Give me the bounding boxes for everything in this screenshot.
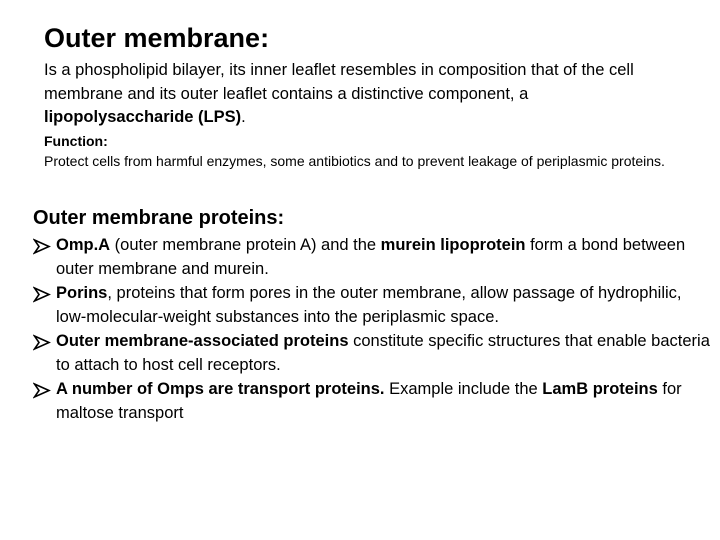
arrowhead-bullet-icon: [33, 233, 51, 257]
bullet-term: Omp.A: [56, 236, 111, 254]
function-section: [44, 131, 684, 171]
proteins-bullet-list: [33, 233, 713, 425]
proteins-heading: Outer membrane proteins:: [33, 207, 285, 229]
bullet-term: Outer membrane-associated proteins: [56, 332, 349, 350]
bullet-text: , proteins that form pores in the outer membrane, allow passage of hydrophilic, low-molecular-weight substances into the periplasmic space.: [56, 284, 682, 326]
intro-paragraph: [44, 59, 644, 130]
slide-title-text: Outer membrane: [44, 23, 261, 53]
bullet-term: Porins: [56, 284, 108, 302]
bullet-text: form a bond between outer membrane and murein.: [56, 236, 686, 278]
bullet-term: murein lipoprotein: [380, 236, 526, 254]
bullet-item: [33, 281, 713, 329]
bullet-item: [33, 233, 713, 281]
bullet-text: (outer membrane protein A) and the: [110, 236, 381, 254]
bullet-term: LamB proteins: [542, 380, 658, 398]
arrowhead-bullet-icon: [33, 329, 51, 353]
function-label: Function:: [44, 133, 108, 149]
intro-term-lps: lipopolysaccharide (LPS): [44, 108, 242, 126]
intro-text: Is a phospholipid bilayer, its inner leaflet resembles in composition that of the cell membrane and its outer leaflet contains a distinctive component, a: [44, 61, 634, 103]
bullet-item: [33, 329, 713, 377]
intro-period: .: [241, 108, 246, 126]
bullet-item: [33, 377, 713, 425]
function-text: Protect cells from harmful enzymes, some antibiotics and to prevent leakage of periplasmic proteins.: [44, 153, 665, 169]
bullet-term: A number of Omps are transport proteins.: [56, 380, 385, 398]
bullet-text: Example include the: [384, 380, 543, 398]
bullet-text: for maltose transport: [56, 380, 682, 422]
slide-title: [44, 20, 269, 56]
arrowhead-bullet-icon: [33, 377, 51, 401]
arrowhead-bullet-icon: [33, 281, 51, 305]
slide-title-colon: :: [260, 23, 270, 53]
bullet-text: constitute specific structures that enable bacteria to attach to host cell receptors.: [56, 332, 710, 374]
